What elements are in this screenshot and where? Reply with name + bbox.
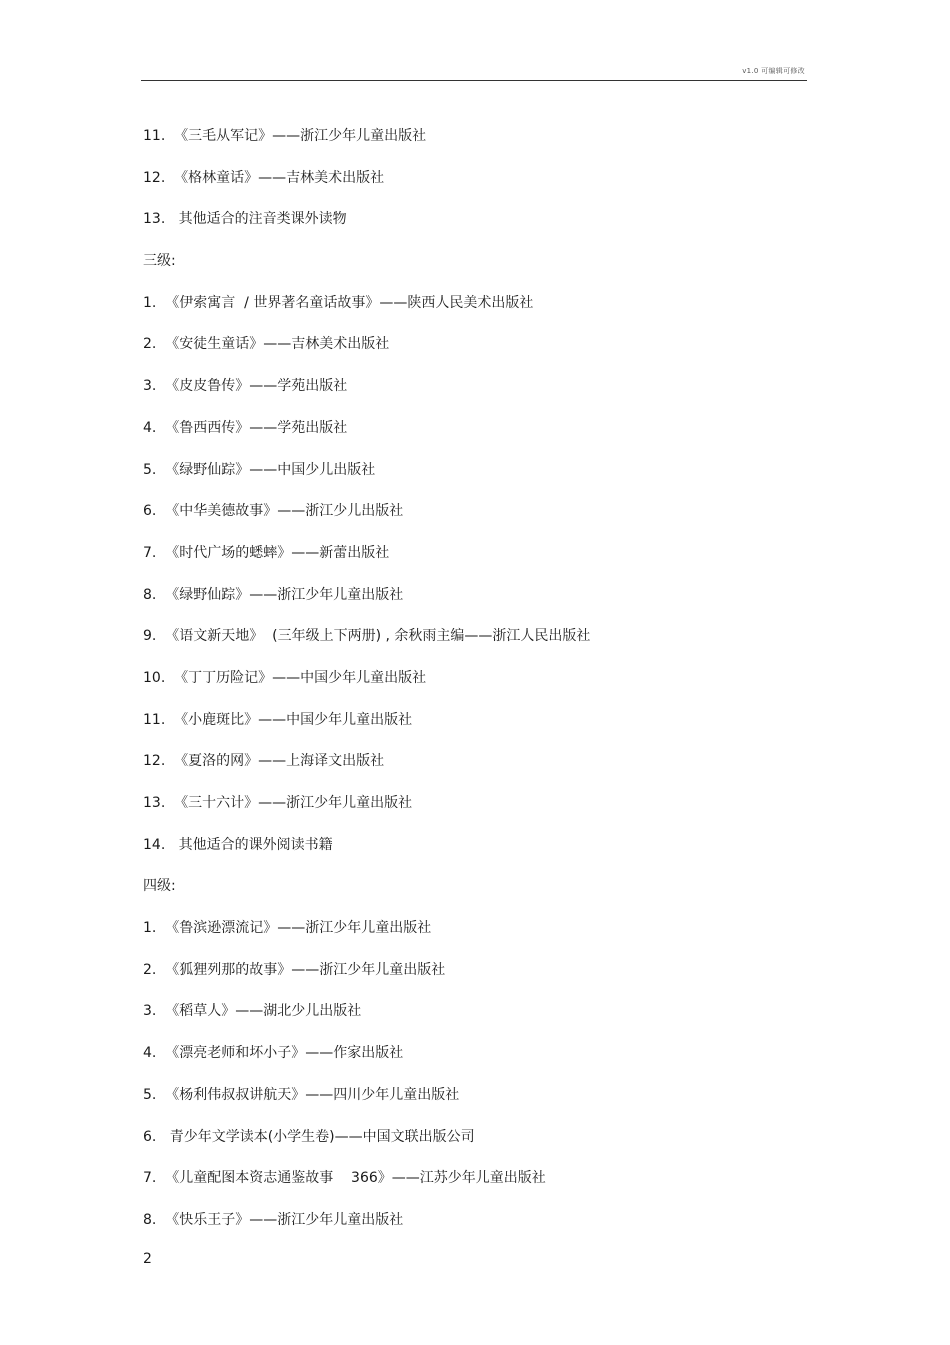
list-line: 7. 《时代广场的蟋蟀》——新蕾出版社 [143,544,390,561]
list-line: 8. 《绿野仙踪》——浙江少年儿童出版社 [143,586,404,603]
list-line: 6. 青少年文学读本(小学生卷)——中国文联出版公司 [143,1128,475,1145]
list-line: 4. 《漂亮老师和坏小子》——作家出版社 [143,1045,404,1062]
list-line: 1. 《伊索寓言 / 世界著名童话故事》——陕西人民美术出版社 [143,294,534,311]
list-line: 5. 《绿野仙踪》——中国少儿出版社 [143,461,376,478]
list-line: 1. 《鲁滨逊漂流记》——浙江少年儿童出版社 [143,920,432,937]
list-line: 3. 《稻草人》——湖北少儿出版社 [143,1003,362,1020]
list-line: 8. 《快乐王子》——浙江少年儿童出版社 [143,1211,404,1228]
list-line: 12. 《夏洛的网》——上海译文出版社 [143,753,385,770]
book-list [143,124,807,1250]
list-line: 14. 其他适合的课外阅读书籍 [143,836,333,853]
list-line: 10. 《丁丁历险记》——中国少年儿童出版社 [143,669,427,686]
list-line: 2. 《狐狸列那的故事》——浙江少年儿童出版社 [143,961,446,978]
list-line: 7. 《儿童配图本资志通鉴故事 366》——江苏少年儿童出版社 [143,1170,546,1187]
section-heading: 三级: [143,253,176,270]
header-rule [141,80,807,81]
list-line: 6. 《中华美德故事》——浙江少儿出版社 [143,503,404,520]
list-line: 3. 《皮皮鲁传》——学苑出版社 [143,378,348,395]
list-line: 11. 《三毛从军记》——浙江少年儿童出版社 [143,128,427,144]
list-line: 11. 《小鹿斑比》——中国少年儿童出版社 [143,711,413,728]
list-line: 4. 《鲁西西传》——学苑出版社 [143,419,348,436]
list-line: 13. 《三十六计》——浙江少年儿童出版社 [143,795,413,811]
list-line: 5. 《杨利伟叔叔讲航天》——四川少年儿童出版社 [143,1086,460,1103]
list-line: 13. 其他适合的注音类课外读物 [143,211,347,228]
list-line: 9. 《语文新天地》 (三年级上下两册) , 余秋雨主编——浙江人民出版社 [143,628,591,645]
list-line: 2. 《安徒生童话》——吉林美术出版社 [143,336,390,353]
section-heading: 四级: [143,878,176,895]
header-version-text: v1.0 可编辑可修改 [742,67,805,75]
list-line: 12. 《格林童话》——吉林美术出版社 [143,169,385,186]
page-number: 2 [143,1251,152,1267]
